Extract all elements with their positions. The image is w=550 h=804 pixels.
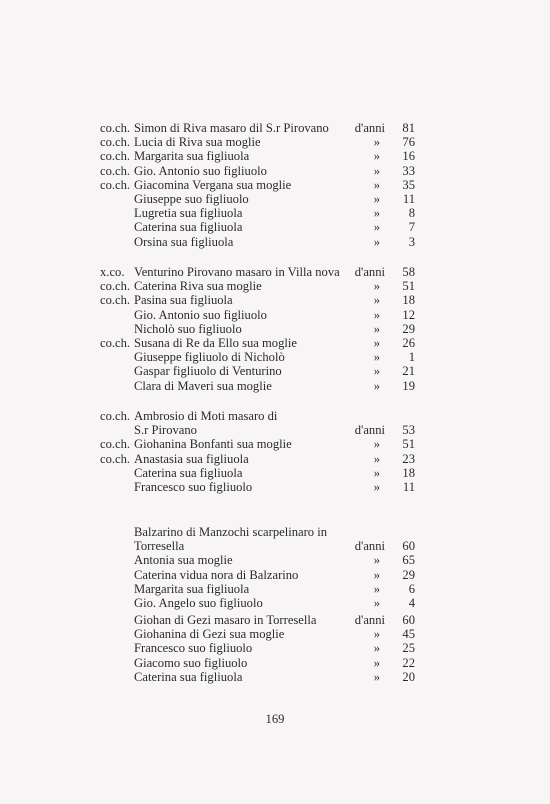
- person-name: Gio. Antonio suo figliuolo: [134, 307, 267, 322]
- person-name: Lugretia sua figliuola: [134, 206, 243, 221]
- census-row: [0, 409, 550, 423]
- person-name: Giuseppe figliuolo di Nicholò: [134, 350, 285, 365]
- census-row: [0, 121, 550, 135]
- census-row: [0, 582, 550, 596]
- age-value: 11: [402, 479, 415, 494]
- age-value: 45: [402, 627, 415, 642]
- census-row: [0, 293, 550, 307]
- person-name: Giohan di Gezi masaro in Torresella: [134, 613, 317, 627]
- status-prefix: co.ch.: [100, 279, 131, 294]
- household-group: [0, 613, 550, 684]
- person-name: Caterina sua figliuola: [134, 669, 243, 684]
- person-name: Caterina vidua nora di Balzarino: [134, 567, 299, 582]
- census-row: [0, 525, 550, 539]
- age-unit: »: [373, 465, 380, 480]
- person-name: Antonia sua moglie: [134, 553, 233, 568]
- person-name: Giuseppe suo figliuolo: [134, 191, 249, 206]
- age-unit: »: [373, 279, 380, 294]
- age-unit: »: [373, 437, 380, 452]
- person-name: Lucia di Riva sua moglie: [134, 135, 261, 150]
- age-unit: »: [373, 220, 380, 235]
- page-number: 169: [265, 712, 285, 726]
- age-value: 51: [402, 437, 415, 452]
- age-value: 18: [402, 465, 415, 480]
- census-row: [0, 178, 550, 192]
- person-name: Giacomina Vergana sua moglie: [134, 177, 292, 192]
- census-row: [0, 364, 550, 378]
- age-value: 1: [408, 350, 415, 365]
- age-value: 7: [408, 220, 415, 235]
- age-unit: »: [373, 553, 380, 568]
- age-unit: d'anni: [354, 539, 385, 554]
- household-group: [0, 121, 550, 249]
- age-value: 58: [402, 265, 415, 279]
- age-unit: »: [373, 655, 380, 670]
- status-prefix: co.ch.: [100, 177, 131, 192]
- age-unit: »: [373, 567, 380, 582]
- census-row: [0, 627, 550, 641]
- census-row: [0, 235, 550, 249]
- age-unit: »: [373, 149, 380, 164]
- person-name: Margarita sua figliuola: [134, 149, 250, 164]
- person-name: S.r Pirovano: [134, 423, 197, 438]
- person-name: Anastasia sua figliuola: [134, 451, 249, 466]
- census-row: [0, 265, 550, 279]
- status-prefix: co.ch.: [100, 149, 131, 164]
- person-name: Balzarino di Manzochi scarpelinaro in: [134, 525, 328, 539]
- census-row: [0, 379, 550, 393]
- status-prefix: x.co.: [100, 265, 125, 279]
- age-unit: »: [373, 206, 380, 221]
- census-row: [0, 466, 550, 480]
- status-prefix: co.ch.: [100, 163, 131, 178]
- census-row: [0, 423, 550, 437]
- person-name: Torresella: [134, 539, 185, 554]
- person-name: Caterina sua figliuola: [134, 465, 243, 480]
- age-value: 29: [402, 321, 415, 336]
- census-row: [0, 220, 550, 234]
- age-unit: »: [373, 364, 380, 379]
- age-value: 53: [402, 423, 415, 438]
- person-name: Gio. Antonio suo figliuolo: [134, 163, 267, 178]
- age-value: 60: [402, 539, 415, 554]
- census-row: [0, 192, 550, 206]
- household-group: [0, 525, 550, 610]
- age-unit: »: [373, 581, 380, 596]
- census-row: [0, 279, 550, 293]
- person-name: Caterina sua figliuola: [134, 220, 243, 235]
- census-row: [0, 553, 550, 567]
- age-value: 35: [402, 177, 415, 192]
- census-row: [0, 596, 550, 610]
- age-value: 81: [402, 121, 415, 135]
- status-prefix: co.ch.: [100, 121, 131, 135]
- census-row: [0, 308, 550, 322]
- census-row: [0, 322, 550, 336]
- person-name: Orsina sua figliuola: [134, 234, 234, 249]
- person-name: Venturino Pirovano masaro in Villa nova: [134, 265, 340, 279]
- age-unit: »: [373, 378, 380, 393]
- person-name: Giohanina Bonfanti sua moglie: [134, 437, 292, 452]
- age-unit: »: [373, 479, 380, 494]
- age-value: 4: [408, 595, 415, 610]
- age-unit: »: [373, 350, 380, 365]
- age-unit: »: [373, 163, 380, 178]
- age-value: 8: [408, 206, 415, 221]
- age-value: 51: [402, 279, 415, 294]
- census-row: [0, 149, 550, 163]
- person-name: Giacomo suo figliuolo: [134, 655, 248, 670]
- age-unit: »: [373, 321, 380, 336]
- age-unit: »: [373, 293, 380, 308]
- person-name: Ambrosio di Moti masaro di: [134, 409, 278, 423]
- age-value: 21: [402, 364, 415, 379]
- person-name: Gaspar figliuolo di Venturino: [134, 364, 282, 379]
- age-unit: »: [373, 669, 380, 684]
- person-name: Francesco suo figliuolo: [134, 641, 253, 656]
- age-value: 25: [402, 641, 415, 656]
- age-unit: d'anni: [354, 423, 385, 438]
- age-value: 65: [402, 553, 415, 568]
- age-value: 60: [402, 613, 415, 627]
- status-prefix: co.ch.: [100, 293, 131, 308]
- age-value: 20: [402, 669, 415, 684]
- age-value: 19: [402, 378, 415, 393]
- age-value: 12: [402, 307, 415, 322]
- census-row: [0, 135, 550, 149]
- person-name: Margarita sua figliuola: [134, 581, 250, 596]
- age-unit: »: [373, 627, 380, 642]
- census-row: [0, 539, 550, 553]
- census-row: [0, 641, 550, 655]
- census-row: [0, 568, 550, 582]
- person-name: Pasina sua figliuola: [134, 293, 233, 308]
- person-name: Caterina Riva sua moglie: [134, 279, 262, 294]
- household-group: [0, 265, 550, 393]
- census-row: [0, 350, 550, 364]
- person-name: Francesco suo figliuolo: [134, 479, 253, 494]
- age-value: 16: [402, 149, 415, 164]
- age-unit: »: [373, 595, 380, 610]
- census-row: [0, 164, 550, 178]
- age-value: 18: [402, 293, 415, 308]
- census-row: [0, 613, 550, 627]
- age-value: 29: [402, 567, 415, 582]
- age-unit: »: [373, 451, 380, 466]
- person-name: Clara di Maveri sua moglie: [134, 378, 272, 393]
- person-name: Giohanina di Gezi sua moglie: [134, 627, 285, 642]
- age-unit: »: [373, 307, 380, 322]
- age-unit: »: [373, 135, 380, 150]
- age-unit: »: [373, 234, 380, 249]
- age-value: 3: [408, 234, 415, 249]
- person-name: Nicholò suo figliuolo: [134, 321, 242, 336]
- age-unit: d'anni: [354, 613, 385, 627]
- household-group: [0, 409, 550, 494]
- age-unit: »: [373, 191, 380, 206]
- age-value: 11: [402, 191, 415, 206]
- age-unit: »: [373, 335, 380, 350]
- age-unit: d'anni: [354, 121, 385, 135]
- status-prefix: co.ch.: [100, 409, 131, 423]
- status-prefix: co.ch.: [100, 335, 131, 350]
- age-value: 26: [402, 335, 415, 350]
- census-row: [0, 336, 550, 350]
- age-unit: »: [373, 641, 380, 656]
- person-name: Susana di Re da Ello sua moglie: [134, 335, 297, 350]
- census-row: [0, 437, 550, 451]
- status-prefix: co.ch.: [100, 451, 131, 466]
- census-row: [0, 206, 550, 220]
- age-value: 33: [402, 163, 415, 178]
- person-name: Simon di Riva masaro dil S.r Pirovano: [134, 121, 329, 135]
- age-value: 76: [402, 135, 415, 150]
- census-row: [0, 452, 550, 466]
- age-unit: d'anni: [354, 265, 385, 279]
- status-prefix: co.ch.: [100, 135, 131, 150]
- census-row: [0, 656, 550, 670]
- census-row: [0, 670, 550, 684]
- status-prefix: co.ch.: [100, 437, 131, 452]
- age-value: 22: [402, 655, 415, 670]
- person-name: Gio. Angelo suo figliuolo: [134, 595, 263, 610]
- age-value: 6: [408, 581, 415, 596]
- census-row: [0, 480, 550, 494]
- age-unit: »: [373, 177, 380, 192]
- age-value: 23: [402, 451, 415, 466]
